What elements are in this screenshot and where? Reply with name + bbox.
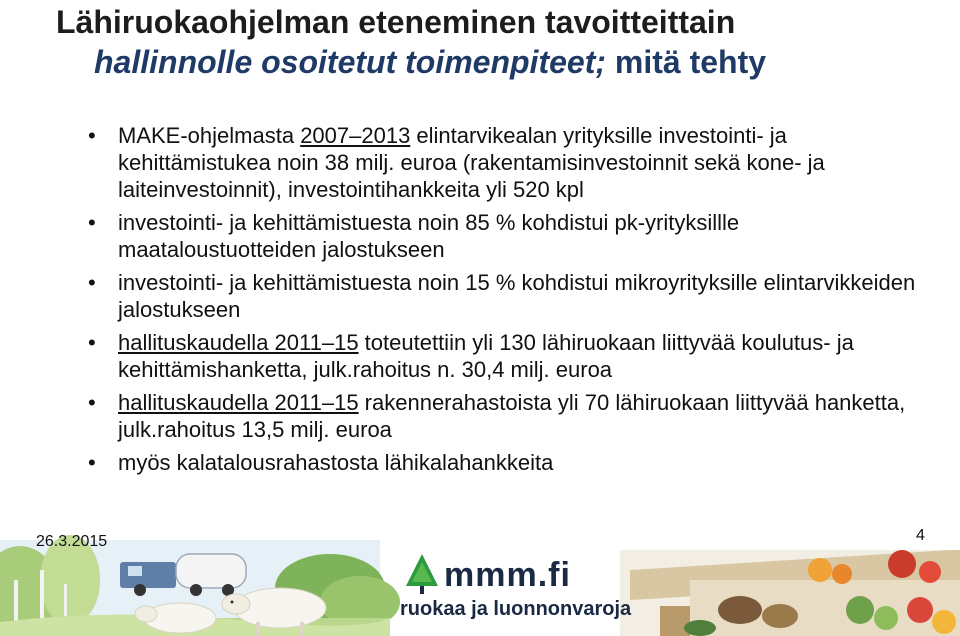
title-line-2 xyxy=(94,42,956,82)
bullet-item: • myös kalatalousrahastosta lähikalahankkeita xyxy=(88,450,554,475)
bullet-dot: • xyxy=(88,390,96,415)
title-italic-part: hallinnolle osoitetut toimenpiteet; xyxy=(94,44,606,80)
logo-slogan: ruokaa ja luonnonvaroja xyxy=(400,598,632,620)
bullet-dot: • xyxy=(88,450,96,475)
bullet-item: • investointi- ja kehittämistuesta noin 15 % kohdistui mikroyrityksille elintarvikkeiden jalostukseen xyxy=(88,270,916,322)
tree-logo-icon xyxy=(400,552,444,596)
bullet-item: • investointi- ja kehittämistuesta noin 85 % kohdistui pk-yrityksillle maataloustuotteiden jalostukseen xyxy=(88,210,740,262)
bullet-dot: • xyxy=(88,123,96,148)
bullet-list xyxy=(88,122,938,482)
link-period[interactable]: 2007–2013 xyxy=(300,123,411,148)
bullet-dot: • xyxy=(88,330,96,355)
bullet-dot: • xyxy=(88,270,96,295)
footer-date: 26.3.2015 xyxy=(36,533,108,550)
mmm-logo[interactable] xyxy=(400,548,632,632)
logo-brand-text: mmm.fi xyxy=(444,556,571,594)
title-rest-part: mitä tehty xyxy=(606,44,767,80)
bullet-item: • MAKE-ohjelmasta 2007–2013 elintarvikealan yrityksille investointi- ja kehittämistukea noin 38 milj. euroa (rakentamisinvestoinnit sekä kone- ja laiteinvestoinnit), investointihankkeita yli 520 kpl xyxy=(88,123,825,202)
title-line-1: Lähiruokaohjelman eteneminen tavoitteittain xyxy=(56,4,736,40)
bullet-item: • hallituskaudella 2011–15 rakennerahastoista yli 70 lähiruokaan liittyvää hanketta, julk.rahoitus 13,5 milj. euroa xyxy=(88,390,906,442)
bullet-item: • hallituskaudella 2011–15 toteutettiin yli 130 lähiruokaan liittyvää koulutus- ja kehittämishanketta, julk.rahoitus n. 30,4 milj. euroa xyxy=(88,330,854,382)
slide-title xyxy=(56,2,956,82)
link-period[interactable]: hallituskaudella 2011–15 xyxy=(118,330,359,355)
page-number: 4 xyxy=(916,527,925,544)
bullet-dot: • xyxy=(88,210,96,235)
link-period[interactable]: hallituskaudella 2011–15 xyxy=(118,390,359,415)
